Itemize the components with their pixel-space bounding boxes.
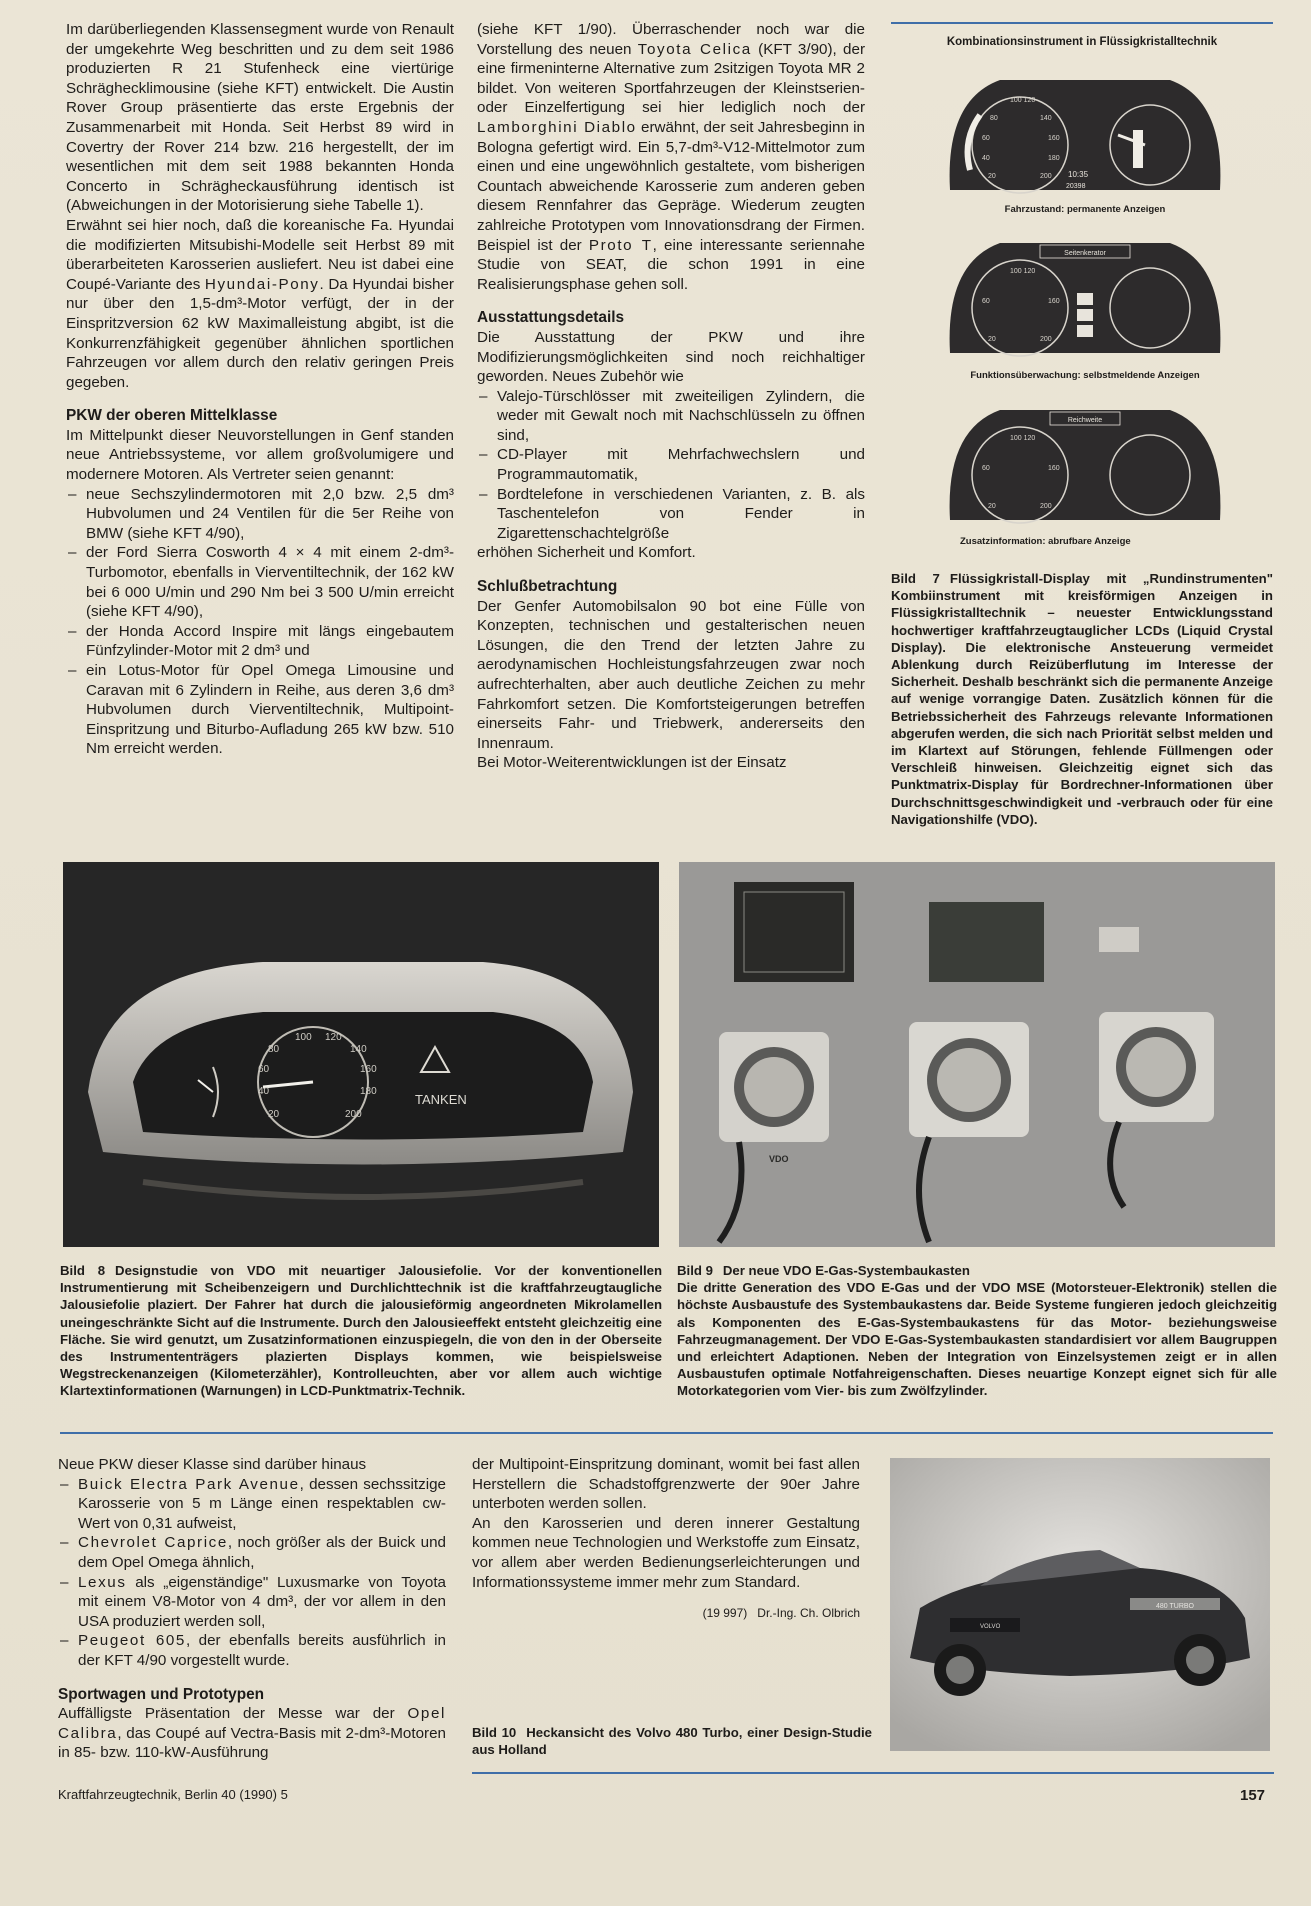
lcd-panel-3	[950, 410, 1221, 523]
brand-badge: VOLVO	[980, 1624, 1001, 1630]
speed-tick: 100	[295, 1032, 312, 1043]
section-heading: Ausstattungsdetails	[477, 309, 625, 327]
panel-3-caption: Zusatzinformation: abrufbare Anzeige	[960, 536, 1131, 547]
svg-text:60: 60	[982, 465, 990, 472]
list-item: – CD-Player mit Mehrfachwechslern und Programmautomatik,	[477, 445, 865, 484]
paragraph: (siehe KFT 1/90). Überraschender noch war die Vorstellung des neuen Toyota Celica (KFT 3/90), der eine firmeninterne Alternative zum 2sitzigen Toyota MR 2 bildet. Von weiteren Sportfahrzeugen der Kleinstserien- oder Einzelfertigung sei hier lediglich noch der Lamborghini Diablo erwähnt, der seit Jahresbeginn in Bologna gefertigt wird. Ein 5,7-dm³-V12-Mittelmotor zum einen und eine ungewöhnlich gestaltete, vom bisherigen Countach abweichende Karosserie zum anderen geben diesem Rennfahrer das Gepräge. Wiederum zeugten zahlreiche Prototypen vom Innovationsdrang der Firmen. Beispiel ist der Proto T, eine interessante seriennahe Studie von SEAT, die schon 1991 in eine Realisierungsphase gehen soll.	[477, 21, 866, 293]
svg-text:140: 140	[1040, 115, 1052, 122]
model-badge: 480 TURBO	[1156, 1603, 1194, 1610]
signature	[472, 1604, 860, 1624]
tanken-warning: TANKEN	[415, 1092, 467, 1107]
svg-text:80: 80	[990, 115, 998, 122]
panel-2-caption: Funktionsüberwachung: selbstmeldende Anzeigen	[970, 370, 1200, 381]
figure-7-title: Kombinationsinstrument in Flüssigkristalltechnik	[946, 36, 1218, 48]
paragraph: Erwähnt sei hier noch, daß die koreanische Fa. Hyundai die modifizierten Mitsubishi-Modelle seit Herbst 89 mit überarbeiteten Karosserien ausliefert. Neu ist dabei eine Coupé-Variante des Hyundai-Pony. Da Hyundai bisher nur über den 1,5-dm³-Motor verfügt, der in der Einspritzversion 62 kW Maximalleistung abgibt, ist die Konkurrenzfähigkeit gegenüber ähnlichen sportlichen Fahrzeugen vor allem durch den relativ geringen Preis gegeben.	[66, 216, 454, 391]
speed-tick: 160	[360, 1064, 377, 1075]
list-item: – Valejo-Türschlösser mit zweiteiligen Zylindern, die weder mit Gewalt noch mit Nachschlüsseln zu öffnen sind,	[477, 387, 865, 446]
figure-9-photo	[679, 862, 1275, 1247]
caption-text: Heckansicht des Volvo 480 Turbo, einer Design-Studie aus Holland	[472, 1725, 872, 1758]
caption-title: Der neue VDO E-Gas-Systembaukasten	[722, 1263, 970, 1278]
figure-7-lcd-panels	[940, 60, 1230, 560]
svg-text:100 120: 100 120	[1010, 435, 1036, 442]
caption-text: Die dritte Generation des VDO E-Gas und der VDO MSE (Motorsteuer-Elektronik) stellen die höchste Ausbaustufe des Systembaukastens dar. Beide Systeme fungieren jedoch gleichzeitig als Komponenten des E-Gas-Systembaukastens für das Motor- beziehungsweise Fahrzeugmanagement. Der VDO E-Gas-Systembaukasten standardisiert vor allem Baugruppen und erleichtert Adaptionen. Neben der Integration von Einzelsystemen zeigt er in allen Ausbaustufen optimale Notfahreigenschaften. Dieses neuartige Konzept eignet sich für alle Motorkategorien vom Vier- bis zum Zwölfzylinder.	[677, 1280, 1277, 1399]
list-item: – ein Lotus-Motor für Opel Omega Limousine und Caravan mit 6 Zylindern in Reihe, aus deren 3,6 dm³ Hubvolumen durch Vierventiltechnik, Multipoint-Einspritzung und Biturbo-Aufladung 265 kW bzw. 510 Nm erreicht werden.	[66, 661, 454, 759]
panel-3-tag: Reichweite	[1067, 417, 1103, 424]
speed-tick: 60	[258, 1064, 270, 1075]
speed-tick: 120	[325, 1032, 342, 1043]
figure-9-caption	[677, 1262, 1277, 1400]
paragraph: Neue PKW dieser Klasse sind darüber hinaus	[58, 1456, 367, 1473]
control-unit-board	[734, 882, 854, 982]
paragraph: Im Mittelpunkt dieser Neuvorstellungen in Genf standen neue Antriebssysteme, vor allem großvolumigere und modernere Motoren. Als Vertreter seien genannt:	[66, 426, 454, 484]
paragraph: Der Genfer Automobilsalon 90 bot eine Fülle von Konzepten, technischen und gestalterischen neuen Lösungen, die den Trend der letzten Jahre zu aerodynamischen Hochleistungsfahrzeugen zwar noch aufrechterhalten, aber auch deutliche Zeichen zu mehr Fahrkomfort setzen. Die Komfortsteigerungen betreffen einerseits Fahr- und Triebwerk, andererseits den Innenraum.	[477, 597, 865, 752]
svg-text:160: 160	[1048, 135, 1060, 142]
column-1	[66, 20, 454, 759]
paragraph: Im darüberliegenden Klassensegment wurde von Renault der umgekehrte Weg beschritten und zu dem seit 1986 produzierten R 21 Stufenheck eine viertürige Schräghecklimousine (siehe KFT) entwickelt. Die Austin Rover Group präsentierte das erste Ergebnis der Zusammenarbeit mit Honda. Seit Herbst 89 wird in Covertry der Rover 214 bzw. 216 hergestellt, der im wesentlichen mit dem seit 1988 bekannten Honda Concerto in Schrägheckausführung identisch ist (Abweichungen in der Motorisierung siehe Tabelle 1).	[66, 21, 454, 215]
list-item: – Lexus als „eigenständige" Luxusmarke von Toyota mit einem V8-Motor von 4 dm³, der vor allem in den USA produziert werden soll,	[58, 1573, 446, 1632]
section-heading: Sportwagen und Prototypen	[58, 1685, 265, 1703]
page-number: 157	[1240, 1787, 1266, 1804]
paragraph: erhöhen Sicherheit und Komfort.	[477, 544, 696, 562]
paragraph: Bei Motor-Weiterentwicklungen ist der Einsatz	[477, 754, 787, 772]
bullet-list	[477, 387, 865, 544]
caption-label: Bild 7	[891, 571, 940, 586]
footer-rule	[472, 1772, 1274, 1774]
figure-8-photo	[63, 862, 659, 1247]
circuit-board	[929, 902, 1044, 982]
column-3	[58, 1455, 446, 1763]
figure-10-caption	[472, 1724, 872, 1758]
section-heading: Schlußbetrachtung	[477, 578, 618, 596]
speed-tick: 200	[345, 1109, 362, 1120]
caption-label: Bild 9	[677, 1263, 713, 1278]
speed-tick: 140	[350, 1044, 367, 1055]
caption-label: Bild 8	[60, 1263, 106, 1278]
svg-text:20: 20	[988, 503, 996, 510]
instrument-cluster-image	[63, 862, 659, 1247]
bullet-list	[66, 485, 454, 759]
list-item: – Peugeot 605, der ebenfalls bereits ausführlich in der KFT 4/90 vorgestellt wurde.	[58, 1631, 446, 1670]
vdo-logo: VDO	[769, 1154, 789, 1164]
figure-7-caption	[891, 570, 1273, 828]
svg-text:60: 60	[982, 298, 990, 305]
journal-footer: Kraftfahrzeugtechnik, Berlin 40 (1990) 5	[58, 1787, 288, 1802]
column-4	[472, 1455, 860, 1624]
svg-text:200: 200	[1040, 503, 1052, 510]
e-gas-kit-image	[679, 862, 1275, 1247]
caption-text: Flüssigkristall-Display mit „Rundinstrumenten" Kombiinstrument mit kreisförmigen Anzeigen in Flüssigkristalltechnik – neuester Entwicklungsstand hochwertiger kraftfahrzeugtauglicher LCDs (Liquid Crystal Display). Die elektronische Ansteuerung vermeidet Ablenkung durch Reizüberflutung im Interesse der Sicherheit. Deshalb beschränkt sich die permanente Anzeige auf wenige vorrangige Daten. Zusätzlich können für die Betriebssicherheit des Fahrzeugs relevante Informationen abgerufen werden, die sich nach Priorität selbst melden und im Klartext auf Störungen, fehlende Füllmengen oder Verschleiß hinweisen. Gleichzeitig eignet sich das Punktmatrix-Display für Bordrechner-Informationen über Durchschnittsgeschwindigkeit und -verbrauch oder für eine Navigationshilfe (VDO).	[891, 571, 1273, 827]
panel-1-caption: Fahrzustand: permanente Anzeigen	[1004, 204, 1166, 215]
svg-text:200: 200	[1040, 173, 1052, 180]
caption-label: Bild 10	[472, 1725, 517, 1740]
svg-text:40: 40	[982, 155, 990, 162]
article-number: (19 997)	[702, 1606, 748, 1621]
column-2	[477, 20, 865, 773]
panel-2-tag: Seitenkerator	[1064, 250, 1106, 257]
figure-7-top-rule	[891, 22, 1273, 24]
paragraph: Auffälligste Präsentation der Messe war der Opel Calibra, das Coupé auf Vectra-Basis mit 2-dm³-Motoren in 85- bzw. 110-kW-Ausführung	[58, 1705, 446, 1762]
svg-text:100 120: 100 120	[1010, 268, 1036, 275]
list-item: – Bordtelefone in verschiedenen Varianten, z. B. als Taschentelefon von Fender in Zigarettenschachtelgröße	[477, 485, 865, 544]
svg-text:160: 160	[1048, 465, 1060, 472]
svg-text:180: 180	[1048, 155, 1060, 162]
caption-text: Designstudie von VDO mit neuartiger Jalousiefolie. Vor der konventionellen Instrumentierung mit Scheibenzeigern und Durchlichttechnik ist die kraftfahrzeugtaugliche Jalousiefolie plaziert. Der Fahrer hat durch die jalousieförmig angeordneten Mikrolamellen uneingeschränkte Sicht auf die Instrumente. Durch den Jalousieeffekt entsteht gleichzeitig eine Fläche. Sie wird genutzt, um Zusatzinformationen einzuspiegeln, die von den in der Oberseite des Instrumententrägers plazierten Displays kommen, wie beispielsweise Wegstreckenanzeigen (Kilometerzähler), Kontrolleuchten, aber vor allem auch wichtige Klartextinformationen (Warnungen) in LCD-Punktmatrix-Technik.	[60, 1263, 662, 1399]
svg-text:200: 200	[1040, 336, 1052, 343]
list-item: – Buick Electra Park Avenue, dessen sechssitzige Karosserie von 5 m Länge einen respektablen cw-Wert von 0,31 aufweist,	[58, 1475, 446, 1534]
paragraph: An den Karosserien und deren innerer Gestaltung kommen neue Technologien und Werkstoffe zum Einsatz, vor allem aber werden Bedienungserleichterungen und Informationssysteme immer mehr zum Standard.	[472, 1514, 860, 1591]
svg-text:20: 20	[988, 336, 996, 343]
paragraph: Die Ausstattung der PKW und ihre Modifizierungsmöglichkeiten sind noch reichhaltiger geworden. Neues Zubehör wie	[477, 328, 865, 386]
speed-tick: 80	[268, 1044, 280, 1055]
svg-text:60: 60	[982, 135, 990, 142]
figure-8-caption	[60, 1262, 662, 1400]
list-item: – der Honda Accord Inspire mit längs eingebautem Fünfzylinder-Motor mit 2 dm³ und	[66, 622, 454, 661]
lcd-clock: 10:35	[1068, 170, 1089, 179]
list-item: – Chevrolet Caprice, noch größer als der Buick und dem Opel Omega ähnlich,	[58, 1533, 446, 1572]
volvo-480-image	[890, 1458, 1270, 1751]
figure-10-photo	[890, 1458, 1270, 1751]
section-rule-bottom	[60, 1432, 1273, 1434]
svg-text:100 120: 100 120	[1010, 97, 1036, 104]
section-heading: PKW der oberen Mittelklasse	[66, 407, 278, 425]
lcd-panel-2	[950, 243, 1221, 356]
svg-text:160: 160	[1048, 298, 1060, 305]
lcd-panel-1	[950, 80, 1221, 193]
paragraph: der Multipoint-Einspritzung dominant, womit bei fast allen Herstellern die Schadstoffgrenzwerte der 90er Jahre unterboten werden sollen.	[472, 1456, 860, 1513]
speed-tick: 20	[268, 1109, 280, 1120]
list-item: – neue Sechszylindermotoren mit 2,0 bzw. 2,5 dm³ Hubvolumen und 24 Ventilen für die 5er Reihe von BMW (siehe KFT 4/90),	[66, 485, 454, 544]
lcd-odometer: 20398	[1066, 183, 1086, 190]
list-item: – der Ford Sierra Cosworth 4 × 4 mit einem 2-dm³-Turbomotor, ebenfalls in Vierventiltechnik, der 162 kW bei 6 000 U/min und 290 Nm bei 3 500 U/min erreicht (siehe KFT 4/90),	[66, 543, 454, 621]
svg-text:20: 20	[988, 173, 996, 180]
speed-tick: 40	[258, 1086, 270, 1097]
speed-tick: 180	[360, 1086, 377, 1097]
author: Dr.-Ing. Ch. Olbrich	[757, 1606, 860, 1621]
bullet-list	[58, 1475, 446, 1671]
